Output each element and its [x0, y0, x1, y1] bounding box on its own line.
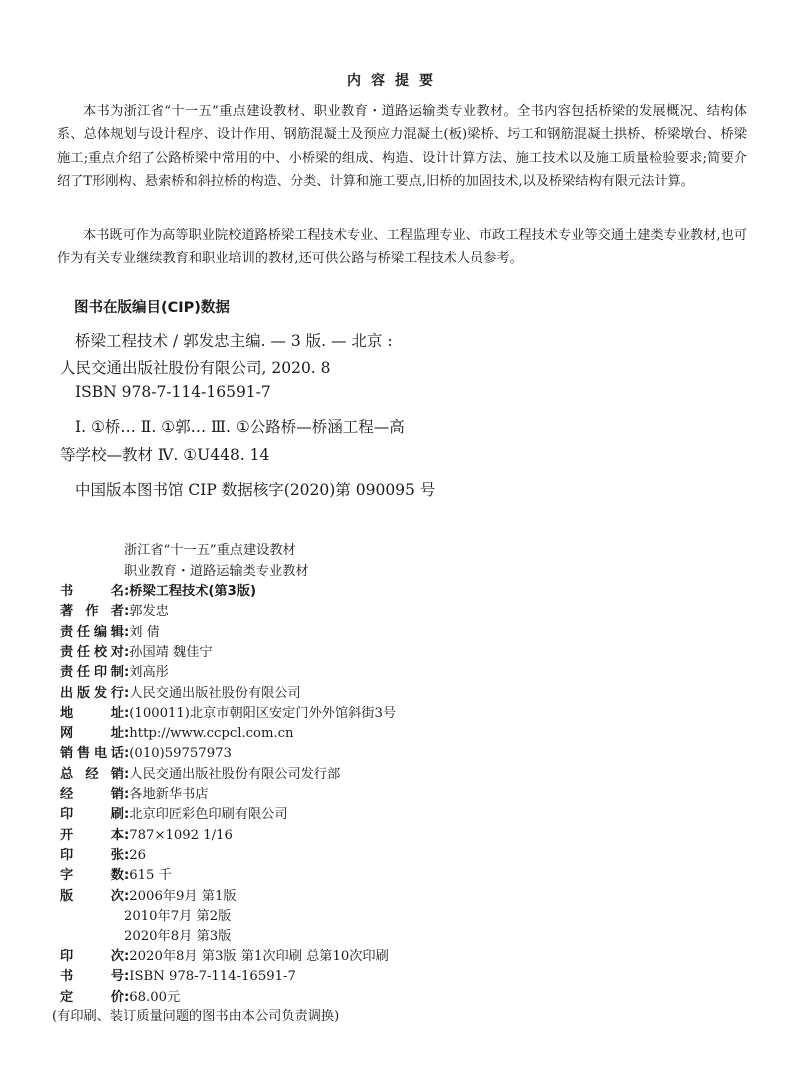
colophon-label: 字 数: [60, 868, 124, 884]
colophon-row: [60, 580, 256, 599]
colophon-value: 人民交通出版社股份有限公司发行部: [129, 766, 341, 782]
colophon-colon: :: [124, 726, 130, 742]
colophon-colon: :: [124, 888, 130, 904]
colophon-value: (100011)北京市朝阳区安定门外外馆斜街3号: [129, 705, 397, 721]
cip-line-1: 桥梁工程技术 / 郭发忠主编. — 3 版. — 北京 :: [75, 332, 393, 350]
colophon-colon: :: [124, 644, 130, 660]
cip-line-4: Ⅰ. ①桥… Ⅱ. ①郭… Ⅲ. ①公路桥—桥涵工程—高: [75, 418, 405, 436]
colophon-label: 地 址: [60, 705, 124, 721]
colophon-row: [60, 986, 180, 1005]
colophon-row: [60, 600, 169, 619]
edition-line-2: 2010年7月 第2版: [124, 909, 232, 924]
colophon-value: 615 千: [129, 868, 172, 884]
cip-line-3: ISBN 978-7-114-16591-7: [75, 383, 271, 401]
summary-paragraph-2: 本书既可作为高等职业院校道路桥梁工程技术专业、工程监理专业、市政工程技术专业等交通土建类专业教材,也可作为有关专业继续教育和职业培训的教材,还可供公路与桥梁工程技术人员参考。: [57, 228, 747, 267]
colophon-row: [60, 945, 389, 964]
colophon-value: 人民交通出版社股份有限公司: [129, 685, 301, 701]
series-line-1: 浙江省“十一五”重点建设教材: [124, 543, 296, 558]
colophon-label: 著 作 者: [60, 604, 124, 620]
colophon-value: 桥梁工程技术(第3版): [129, 584, 257, 599]
colophon-value: 孙国靖 魏佳宁: [129, 644, 213, 660]
colophon-label: 印 刷: [60, 807, 124, 823]
colophon-row: [60, 682, 301, 701]
colophon-label: 印 张: [60, 847, 124, 863]
colophon-colon: :: [124, 705, 130, 721]
colophon-colon: :: [124, 624, 130, 640]
colophon-row: [60, 965, 296, 984]
colophon-colon: :: [124, 827, 130, 843]
cip-line-5: 等学校—教材 Ⅳ. ①U448. 14: [60, 446, 270, 464]
edition-line-3: 2020年8月 第3版: [124, 929, 232, 944]
colophon-value: ISBN 978-7-114-16591-7: [129, 969, 296, 985]
colophon-value: http://www.ccpcl.com.cn: [129, 726, 294, 742]
colophon-label: 书 号: [60, 969, 124, 985]
colophon-row: [60, 864, 172, 883]
summary-title: 内容提要: [347, 73, 443, 89]
colophon-value: 郭发忠: [129, 604, 169, 620]
cip-line-2: 人民交通出版社股份有限公司, 2020. 8: [60, 359, 331, 377]
cip-line-6: 中国版本图书馆 CIP 数据核字(2020)第 090095 号: [75, 481, 436, 499]
colophon-label: 网 址: [60, 726, 124, 742]
colophon-row: [60, 763, 340, 782]
colophon-row: [60, 702, 396, 721]
colophon-colon: :: [124, 989, 130, 1005]
colophon-colon: :: [124, 766, 130, 782]
colophon-colon: :: [124, 604, 130, 620]
colophon-label: 责任编辑: [60, 624, 124, 640]
colophon-label: 定 价: [60, 989, 124, 1005]
colophon-value: 北京印匠彩色印刷有限公司: [129, 807, 288, 823]
colophon-colon: :: [124, 665, 130, 681]
colophon-row: [60, 641, 213, 660]
colophon-colon: :: [124, 969, 130, 985]
colophon-row: [60, 742, 232, 761]
colophon-value: 787×1092 1/16: [129, 827, 233, 843]
quality-note: (有印刷、装订质量问题的图书由本公司负责调换): [52, 1009, 340, 1024]
colophon-label: 版 次: [60, 888, 124, 904]
colophon-row: [60, 824, 233, 843]
colophon-value: 刘高彤: [129, 665, 169, 681]
colophon-colon: :: [124, 787, 130, 802]
colophon-value: 刘 倩: [129, 624, 160, 640]
colophon-label: 责任校对: [60, 644, 124, 660]
colophon-label: 出版发行: [60, 685, 124, 701]
colophon-colon: :: [124, 746, 130, 762]
colophon-label: 经 销: [60, 787, 124, 802]
colophon-value: 2020年8月 第3版 第1次印刷 总第10次印刷: [129, 949, 389, 964]
series-line-2: 职业教育・道路运输类专业教材: [124, 564, 309, 579]
colophon-label: 销售电话: [60, 746, 124, 762]
colophon-row: [60, 803, 288, 822]
colophon-colon: :: [124, 949, 130, 964]
colophon-colon: :: [124, 847, 130, 863]
colophon-value: 68.00元: [129, 989, 181, 1005]
colophon-label: 书 名: [60, 584, 124, 599]
colophon-row: [60, 844, 146, 863]
colophon-value: 各地新华书店: [129, 787, 209, 802]
colophon-value: 2006年9月 第1版: [129, 888, 237, 904]
colophon-row: [60, 621, 160, 640]
colophon-row: [60, 885, 237, 904]
colophon-label: 责任印制: [60, 665, 124, 681]
colophon-label: 总 经 销: [60, 766, 124, 782]
colophon-colon: :: [124, 685, 130, 701]
colophon-label: 开 本: [60, 827, 124, 843]
colophon-row: [60, 722, 294, 741]
colophon-colon: :: [124, 584, 130, 599]
colophon-row: [60, 661, 169, 680]
colophon-colon: :: [124, 807, 130, 823]
colophon-label: 印 次: [60, 949, 124, 964]
colophon-value: 26: [129, 847, 147, 863]
summary-paragraph-1: 本书为浙江省“十一五”重点建设教材、职业教育・道路运输类专业教材。全书内容包括桥梁的发展概况、结构体系、总体规划与设计程序、设计作用、钢筋混凝土及预应力混凝土(板)梁桥、圬工和钢筋混凝土拱桥、桥梁墩台、桥梁施工;重点介绍了公路桥梁中常用的中、小桥梁的组成、构造、设计计算方法、施工技术以及施工质量检验要求;简要介绍了T形刚构、悬索桥和斜拉桥的构造、分类、计算和施工要点,旧桥的加固技术,以及桥梁结构有限元法计算。: [57, 104, 747, 190]
colophon-colon: :: [124, 868, 130, 884]
colophon-value: (010)59757973: [129, 746, 232, 762]
colophon-row: [60, 783, 208, 802]
cip-heading: 图书在版编目(CIP)数据: [74, 300, 230, 316]
